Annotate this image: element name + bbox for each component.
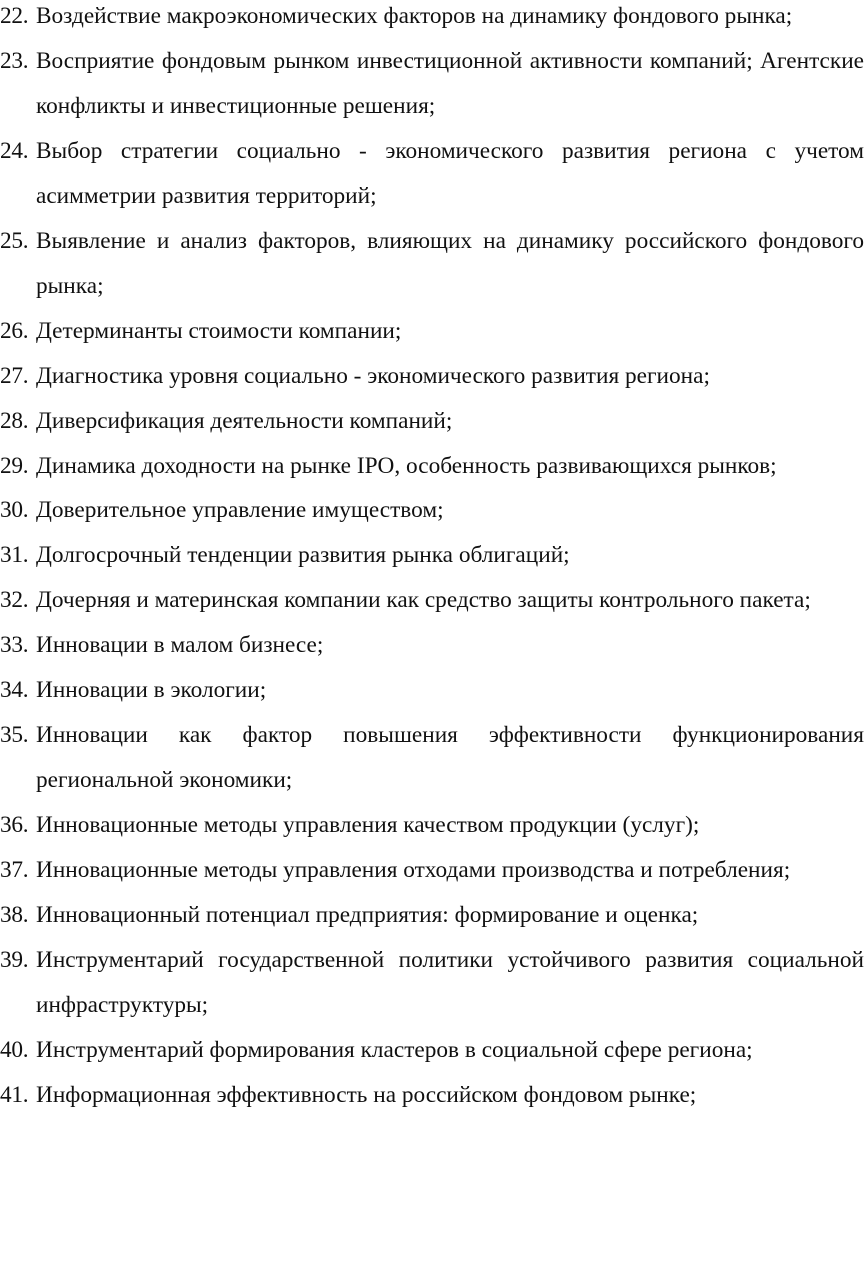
list-item-text: Воздействие макроэкономических факторов на динамику фондового рынка; [36,3,793,29]
list-item-text: Инновационный потенциал предприятия: формирование и оценка; [36,902,699,929]
list-item [0,488,864,533]
list-item [0,219,864,309]
list-item [0,803,864,848]
list-item-text: Информационная эффективность на российском фондовом рынке; [36,1081,697,1108]
list-item [0,444,864,489]
list-item-text: Долгосрочный тенденции развития рынка облигаций; [36,542,570,569]
list-item-number: 30. [0,497,29,524]
list-item-text: Доверительное управление имуществом; [36,497,444,524]
list-item [0,354,864,399]
list-item-number: 38. [0,902,29,929]
list-item-text: Выявление и анализ факторов, влияющих на динамику российского фондового рынка; [36,227,864,299]
list-item-number: 29. [0,452,29,479]
list-item [0,0,864,39]
list-item [0,39,864,129]
list-item-text: Инновации в малом бизнесе; [36,632,324,659]
list-item [0,399,864,444]
list-item-number: 22. [0,3,29,29]
list-item-number: 26. [0,317,29,344]
list-item-number: 40. [0,1036,29,1063]
list-item [0,1028,864,1073]
list-item [0,1073,864,1118]
list-item-text: Инновационные методы управления отходами производства и потребления; [36,857,791,884]
list-item-text: Выбор стратегии социально - экономического развития региона с учетом асимметрии развития территорий; [36,137,864,209]
list-item-number: 28. [0,407,29,434]
list-item-text: Инструментарий формирования кластеров в социальной сфере региона; [36,1036,753,1063]
list-item-text: Инструментарий государственной политики устойчивого развития социальной инфраструктуры; [36,947,864,1018]
list-item-number: 31. [0,542,29,569]
list-item [0,713,864,803]
list-item [0,623,864,668]
list-item-number: 24. [0,137,29,164]
list-item-text: Диверсификация деятельности компаний; [36,407,453,434]
list-item [0,309,864,354]
list-item-text: Инновации как фактор повышения эффективности функционирования региональной экономики; [36,722,864,794]
list-item-text: Детерминанты стоимости компании; [36,317,402,344]
list-item-text: Дочерняя и материнская компании как средство защиты контрольного пакета; [36,587,811,614]
list-item-number: 39. [0,947,29,974]
list-item-number: 32. [0,587,29,614]
list-item [0,578,864,623]
list-item-number: 37. [0,857,29,884]
list-item-number: 35. [0,722,29,749]
list-item-number: 25. [0,227,29,254]
list-item-number: 27. [0,362,29,389]
list-item-number: 34. [0,677,29,704]
list-item-number: 23. [0,47,29,74]
list-item-text: Восприятие фондовым рынком инвестиционной активности компаний; Агентские конфликты и инвестиционные решения; [36,47,864,119]
list-item [0,938,864,1028]
list-item-number: 36. [0,812,29,839]
list-item [0,533,864,578]
list-item-text: Диагностика уровня социально - экономического развития региона; [36,362,710,389]
list-item-text: Инновации в экологии; [36,677,267,704]
list-item-text: Динамика доходности на рынке IPO, особенность развивающихся рынков; [36,452,777,479]
list-item [0,893,864,938]
list-item [0,129,864,219]
list-item-text: Инновационные методы управления качеством продукции (услуг); [36,812,700,839]
list-item-number: 41. [0,1081,29,1108]
list-item [0,668,864,713]
list-item-number: 33. [0,632,29,659]
list-item [0,848,864,893]
